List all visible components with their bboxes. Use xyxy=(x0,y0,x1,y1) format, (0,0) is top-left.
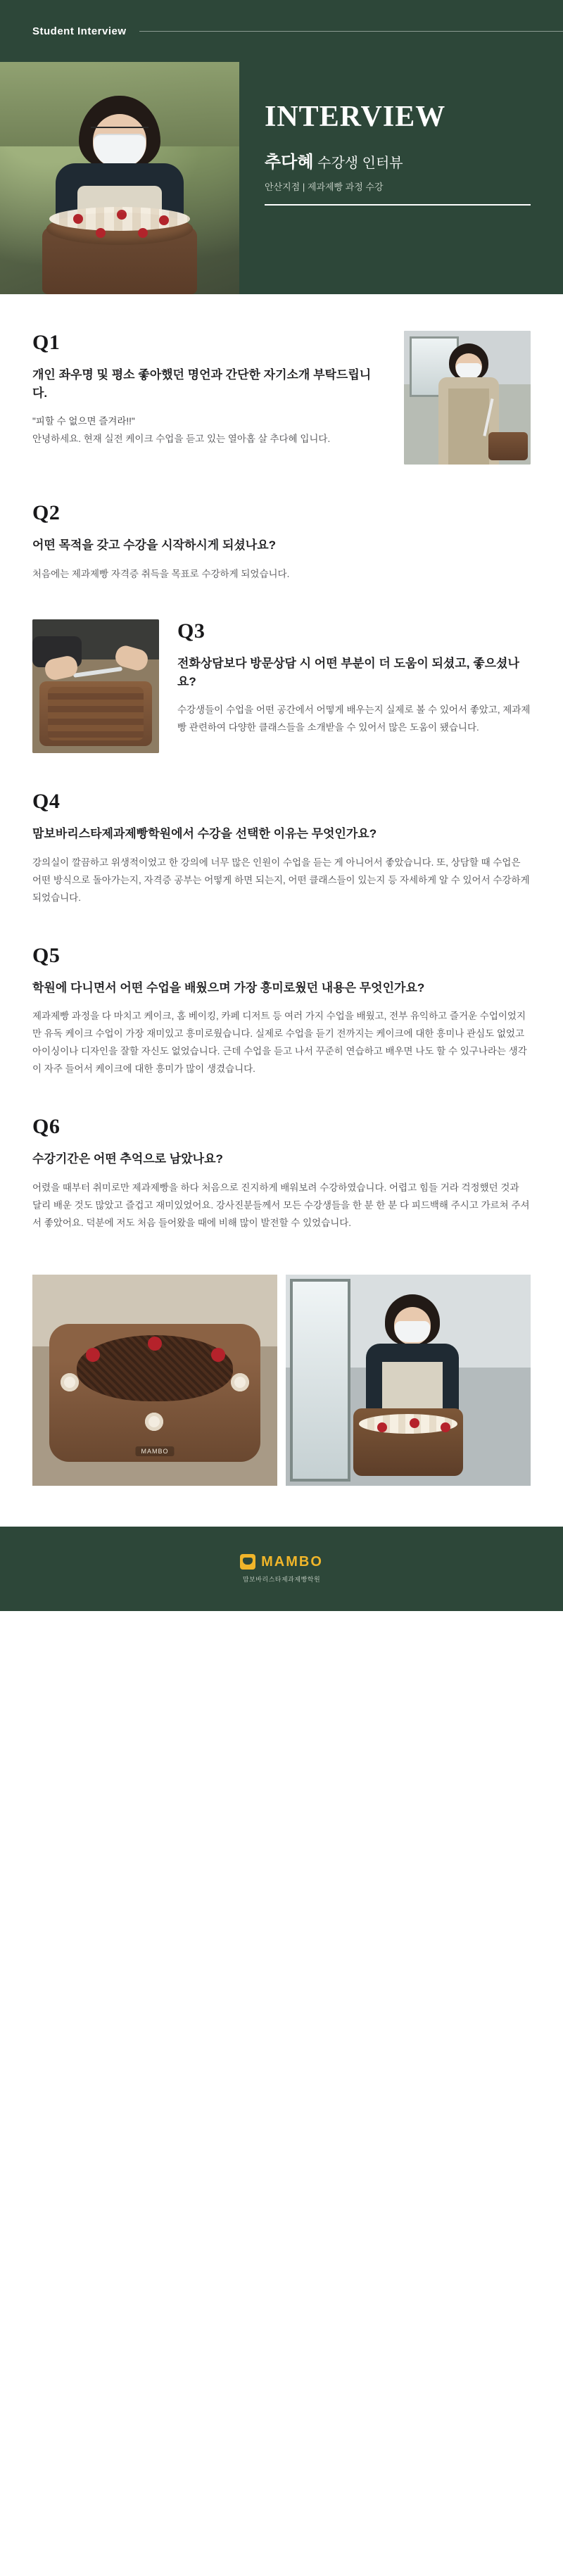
gallery-photo-student-holding-cake xyxy=(286,1275,531,1486)
answer-text: 강의실이 깔끔하고 위생적이었고 한 강의에 너무 많은 인원이 수업을 듣는 게 아니어서 좋았습니다. 또, 상담할 때 수업은 어떤 방식으로 돌아가는지, 자격증 공부는 어떻게 하면 되는지, 어떤 클래스들이 있는지 등 자세하게 알 수 있어서 수강하게 되었습니다. xyxy=(32,857,530,903)
question-text: 어떤 목적을 갖고 수강을 시작하시게 되셨나요? xyxy=(32,538,277,552)
answer-text xyxy=(32,413,386,448)
answer-body: 안녕하세요. 현재 실전 케이크 수업을 듣고 있는 열아홉 살 추다혜 입니다. xyxy=(32,433,331,444)
answer-text: 제과제빵 과정을 다 마치고 케이크, 홈 베이킹, 카페 디저트 등 여러 가지 수업을 배웠고, 전부 유익하고 즐거운 수업이었지만 유독 케이크 수업이 가장 재미있고 흥미로웠습니다. 실제로 수업을 듣기 전까지는 케이크에 대한 흥미나 관심도 없었고 아이싱이나 디자인을 잘할 자신도 없었습니다. 근데 수업을 듣고 나서 꾸준히 연습하고 배우면 나도 할 수 있구나라는 생각이 자주 들어서 케이크에 대한 흥미가 많이 생겼습니다. xyxy=(32,1011,527,1075)
photo-student-standing-with-cake xyxy=(404,331,531,465)
answer-text: 처음에는 제과제빵 자격증 취득을 목표로 수강하게 되었습니다. xyxy=(32,568,290,579)
question-text: 수강기간은 어떤 추억으로 남았나요? xyxy=(32,1152,223,1166)
qa-block-q4 xyxy=(32,790,531,907)
answer-text: 어렸을 때부터 취미로만 제과제빵을 하다 처음으로 진지하게 배워보려 수강하였습니다. 어렵고 힘들 거라 걱정했던 것과 달리 배운 것도 많았고 즐겁고 재미있었어요. 강사진분들께서 모든 수강생들을 한 분 한 분 다 피드백해 주시고 가르쳐 주셔서 좋았어요. 덕분에 저도 처음 들어왔을 때에 비해 많이 발전할 수 있었습니다. xyxy=(32,1182,530,1228)
question-text: 전화상담보다 방문상담 시 어떤 부분이 더 도움이 되셨고, 좋으셨나요? xyxy=(177,657,519,688)
question-number: Q5 xyxy=(32,943,61,967)
photo-gallery xyxy=(0,1275,563,1486)
top-banner-label: Student Interview xyxy=(32,25,127,37)
interview-content xyxy=(0,331,563,1232)
question-number: Q4 xyxy=(32,790,61,814)
question-number: Q1 xyxy=(32,331,61,354)
question-text: 학원에 다니면서 어떤 수업을 배웠으며 가장 흥미로웠던 내용은 무엇인가요? xyxy=(32,980,425,995)
hero-underline xyxy=(265,204,531,206)
cake-badge-label: MAMBO xyxy=(135,1446,174,1456)
footer-brand xyxy=(240,1554,323,1570)
answer-text: 수강생들이 수업을 어떤 공간에서 어떻게 배우는지 실제로 볼 수 있어서 좋았고, 제과제빵 관련하여 다양한 클래스들을 소개받을 수 있어서 많은 도움이 됐습니다. xyxy=(177,705,531,733)
mambo-logo-icon xyxy=(240,1554,255,1570)
hero-section xyxy=(0,62,563,294)
hero-photo-student-with-cake xyxy=(0,62,239,294)
qa-block-q1 xyxy=(32,331,531,465)
top-banner-divider xyxy=(139,31,563,32)
question-number: Q3 xyxy=(177,619,205,643)
footer-brand-name: MAMBO xyxy=(261,1553,323,1570)
footer-subtitle: 맘보바리스타제과제빵학원 xyxy=(242,1575,321,1583)
photo-hands-decorating-cake xyxy=(32,619,159,753)
gallery-photo-chocolate-cream-cake xyxy=(32,1275,277,1486)
hero-title: INTERVIEW xyxy=(265,101,446,133)
qa-block-q5 xyxy=(32,944,531,1078)
question-text: 개인 좌우명 및 평소 좋아했던 명언과 간단한 자기소개 부탁드립니다. xyxy=(32,368,372,400)
footer xyxy=(0,1527,563,1611)
hero-subtitle-suffix: 수강생 인터뷰 xyxy=(313,156,403,171)
qa-block-q2 xyxy=(32,501,531,583)
answer-quote: "피할 수 없으면 즐겨라!!" xyxy=(32,416,135,427)
top-banner xyxy=(0,0,563,62)
qa-block-q3 xyxy=(32,619,531,753)
qa-block-q6 xyxy=(32,1115,531,1232)
hero-text xyxy=(239,62,563,294)
question-number: Q6 xyxy=(32,1115,61,1139)
hero-meta: 안산지점 | 제과제빵 과정 수강 xyxy=(265,182,384,192)
hero-student-name: 추다혜 xyxy=(265,153,314,172)
hero-subtitle xyxy=(265,148,531,172)
question-text: 맘보바리스타제과제빵학원에서 수강을 선택한 이유는 무엇인가요? xyxy=(32,827,377,841)
question-number: Q2 xyxy=(32,501,61,524)
